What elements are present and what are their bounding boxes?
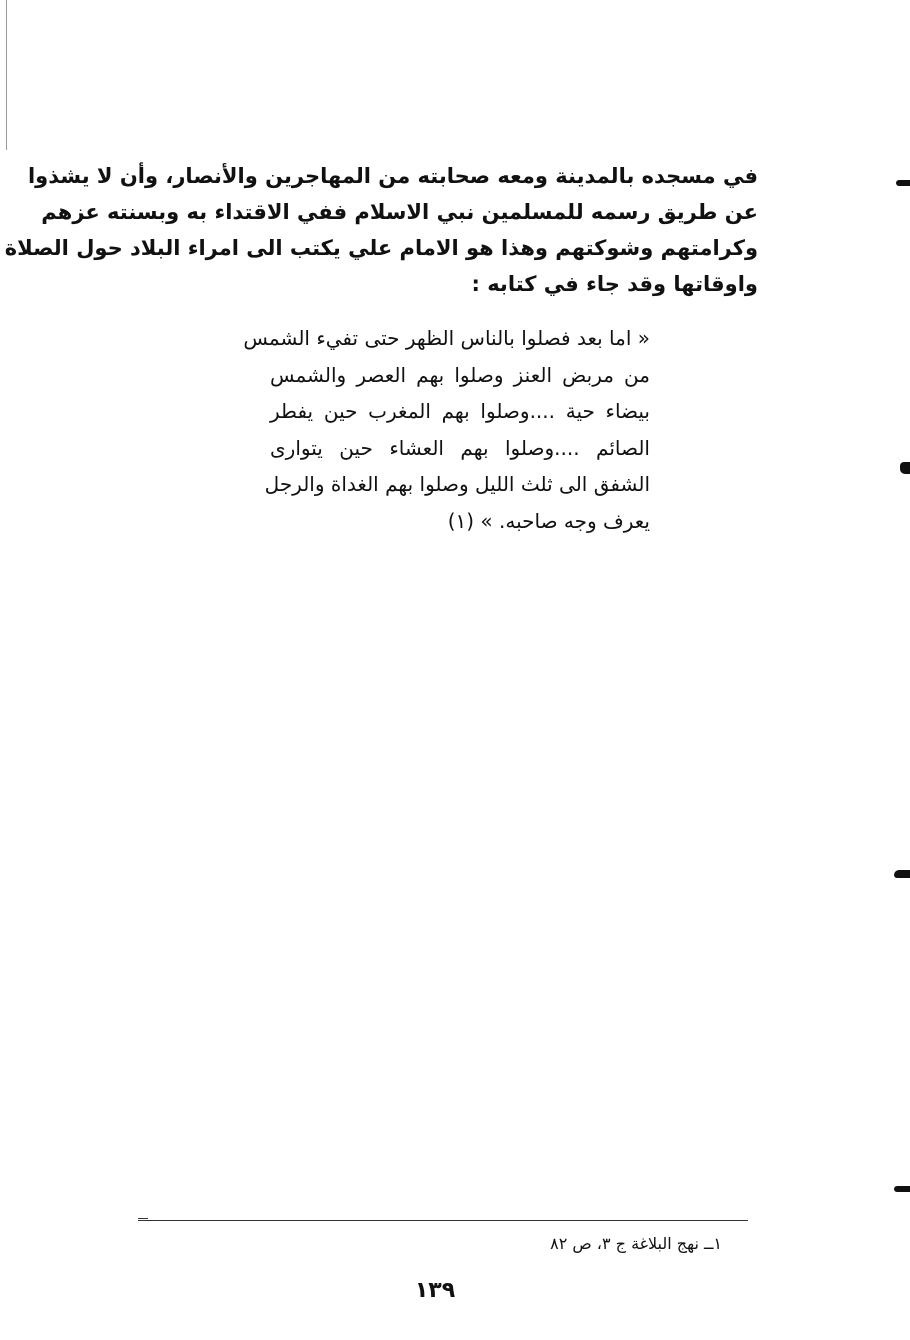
quote-line-2: من مربض العنز وصلوا بهم العصر والشمس xyxy=(270,362,650,387)
quote-line-6: يعرف وجه صاحبه. » (١) xyxy=(447,508,650,533)
scan-edge-line xyxy=(6,0,7,150)
quote-line-3: بيضاء حية ....وصلوا بهم المغرب حين يفطر xyxy=(270,399,650,423)
quote-line-5: الشفق الى ثلث الليل وصلوا بهم الغداة والرجل xyxy=(264,472,650,496)
body-line-2: عن طريق رسمه للمسلمين نبي الاسلام ففي الاقتداء به وبسنته عزهم xyxy=(41,200,758,224)
footnote-divider xyxy=(138,1220,748,1221)
page-number: ١٣٩ xyxy=(414,1278,456,1303)
body-line-3: وكرامتهم وشوكتهم وهذا هو الامام علي يكتب الى امراء البلاد حول الصلاة xyxy=(4,236,758,260)
body-line-4: واوقاتها وقد جاء في كتابه : xyxy=(471,272,758,296)
quotation-block xyxy=(243,320,650,539)
binding-mark xyxy=(894,870,910,878)
footnote-rule-tick xyxy=(138,1218,148,1219)
footnote: ١ــ نهج البلاغة ج ٣، ص ٨٢ xyxy=(550,1234,722,1253)
body-paragraph xyxy=(4,158,758,302)
binding-mark xyxy=(900,462,910,474)
quote-line-1: « اما بعد فصلوا بالناس الظهر حتى تفيء الشمس xyxy=(243,326,650,350)
body-line-1: في مسجده بالمدينة ومعه صحابته من المهاجرين والأنصار، وأن لا يشذوا xyxy=(27,164,758,188)
quote-line-4: الصائم ....وصلوا بهم العشاء حين يتوارى xyxy=(270,435,650,460)
binding-mark xyxy=(896,180,910,186)
binding-mark xyxy=(894,1186,910,1192)
